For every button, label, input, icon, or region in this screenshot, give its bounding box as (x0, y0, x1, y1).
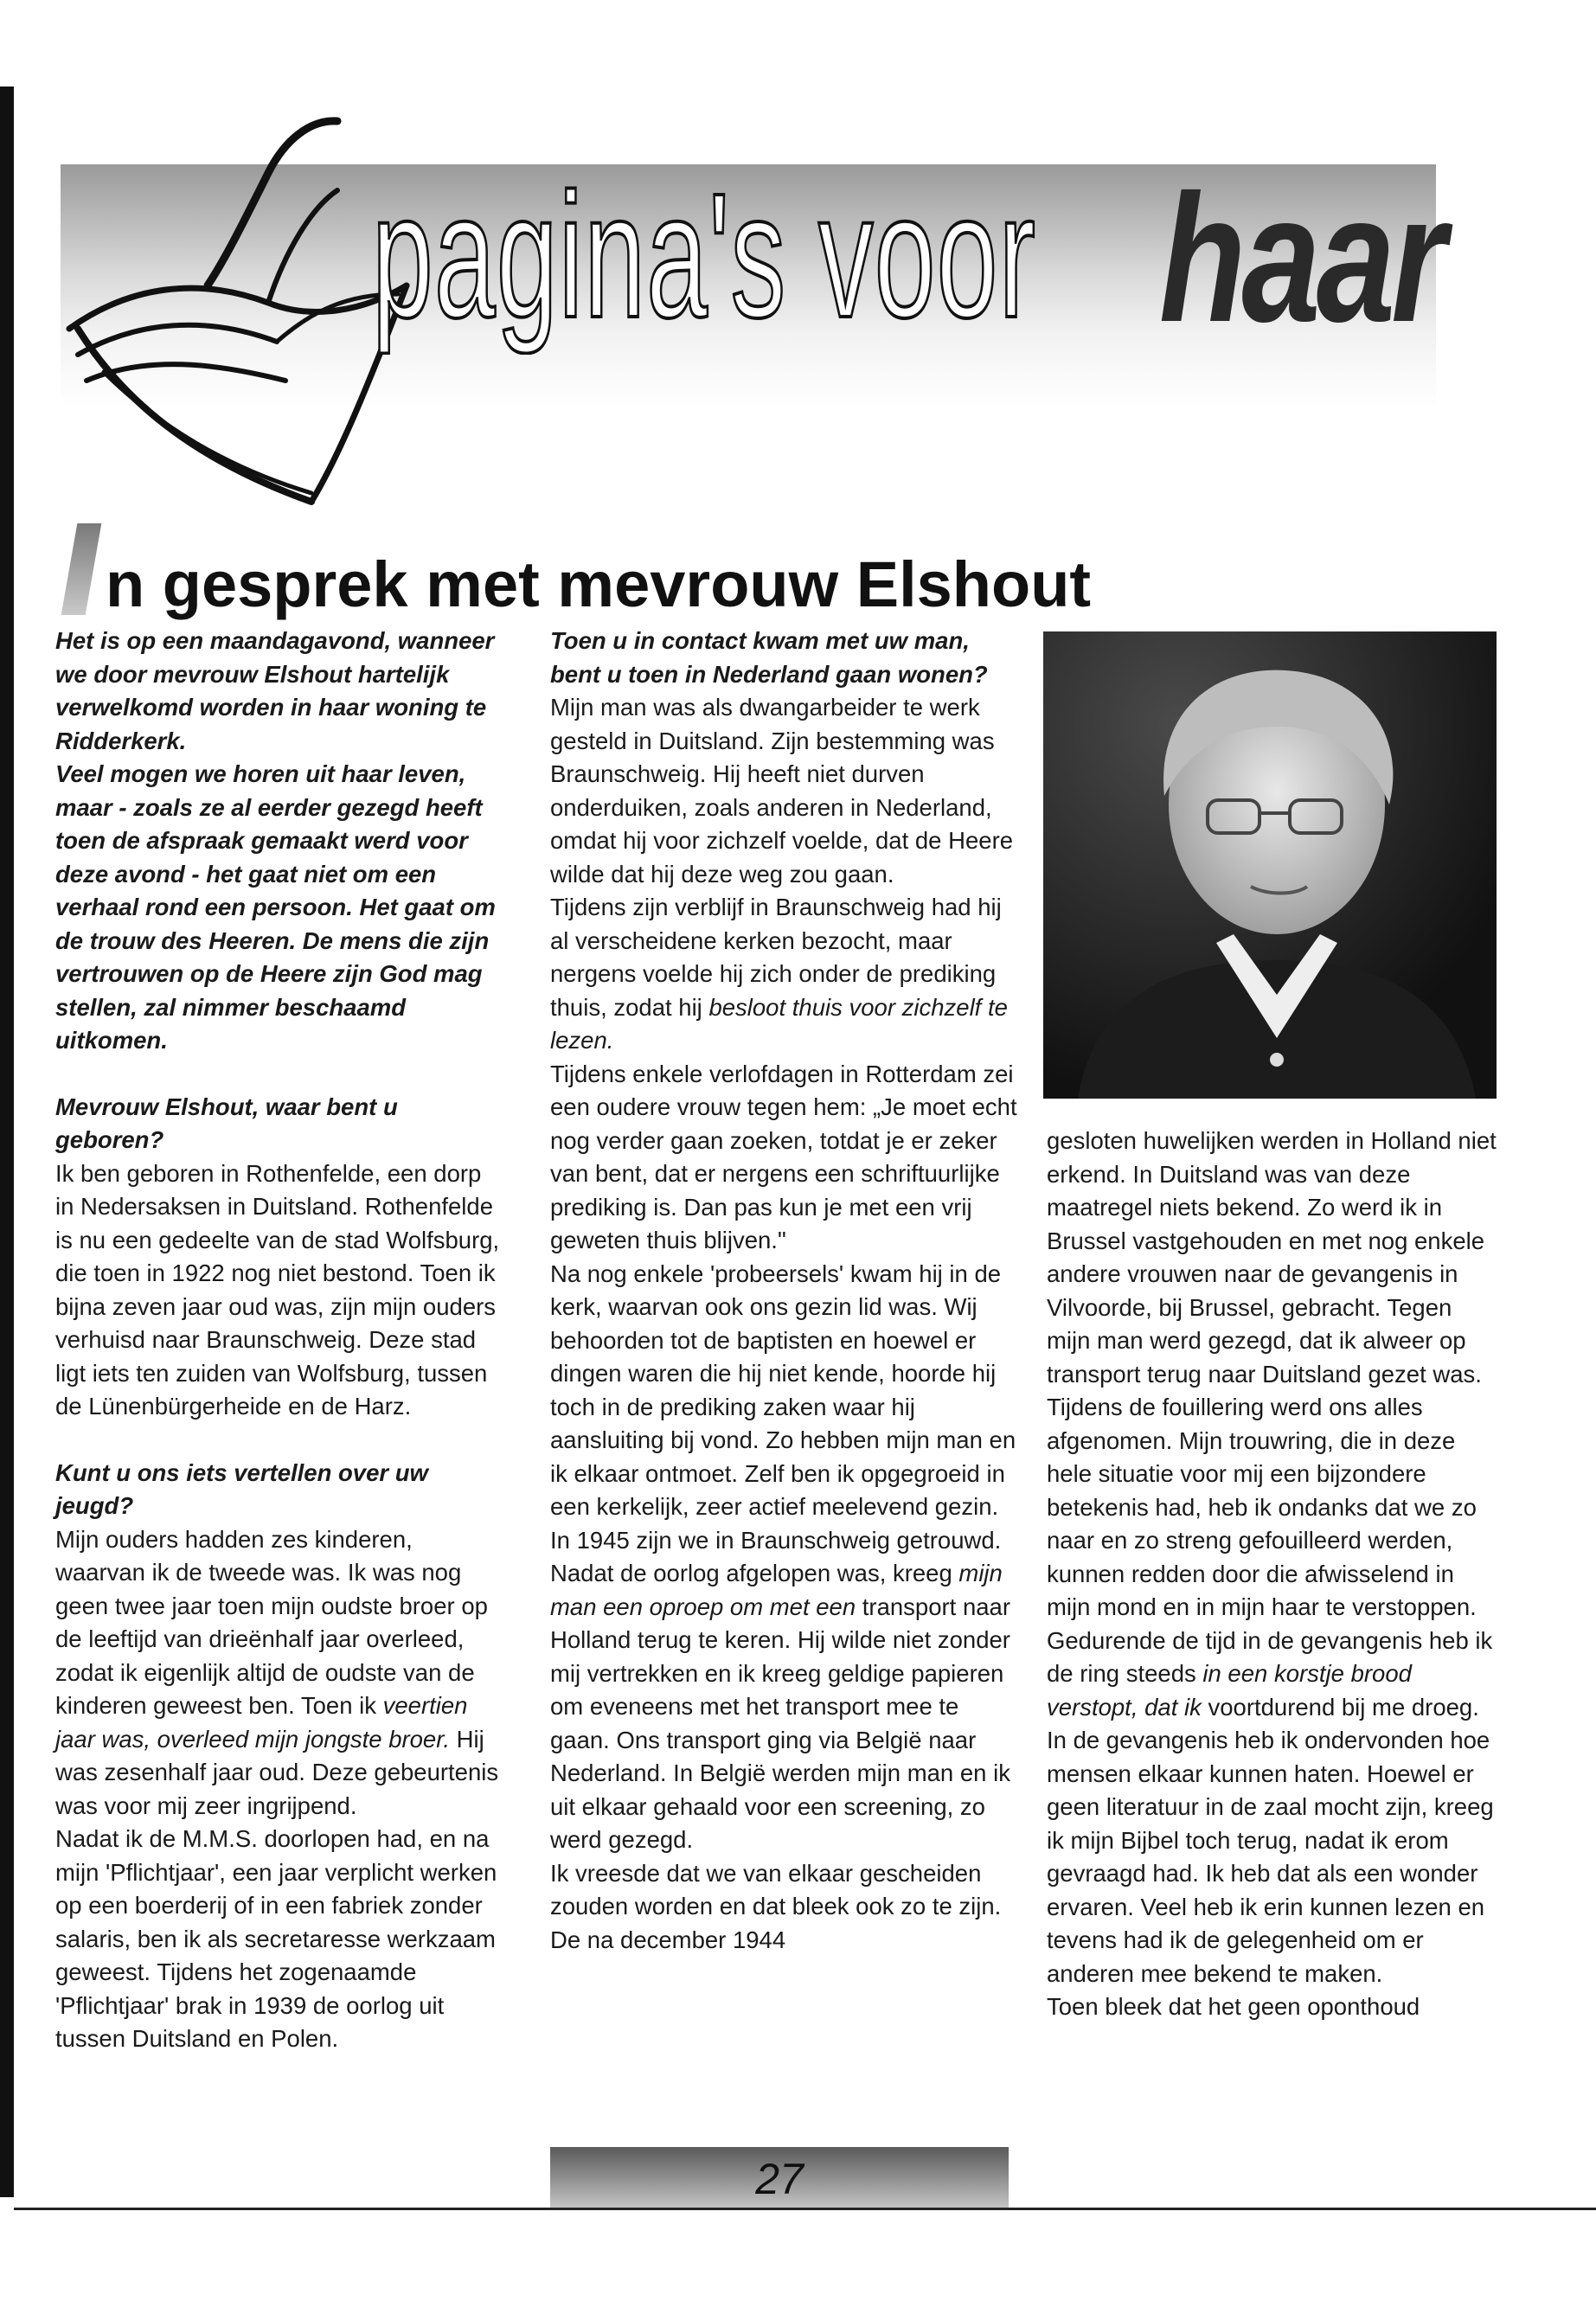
answer-youth-2: Nadat ik de M.M.S. doorlopen had, en na mijn 'Pflichtjaar', een jaar verplicht werken op een boerderij of in een fabriek zonder salaris, ben ik als secretaresse werkzaam geweest. Tijdens het zogenaamde 'Pflichtjaar' brak in 1939 de oorlog uit tussen Duitsland en Polen. (55, 1825, 497, 2052)
answer-birthplace: Ik ben geboren in Rothenfelde, een dorp in Nedersaksen in Duitsland. Rothenfelde is nu een gedeelte van de stad Wolfsburg, die toen in 1922 nog niet bestond. Toen ik bijna zeven jaar oud was, zijn mijn ouders verhuisd naar Braunschweig. Deze stad ligt iets ten zuiden van Wolfsburg, tussen de Lünenbürgerheide en de Harz. (55, 1159, 500, 1420)
section-title (372, 154, 1444, 396)
section-title-bold: haar (1159, 157, 1443, 360)
answer-husband-4: Na nog enkele 'probeersels' kwam hij in de kerk, waarvan ook ons gezin lid was. Wij behoorden tot de baptisten en hoewel er dingen waren die hij niet kende, hoorde hij toch in de prediking zaken waar hij aansluiting bij vond. Zo hebben mijn man en ik elkaar ontmoet. Zelf ben ik opgegroeid in een kerkelijk, zeer actief meelevend gezin. In 1945 zijn we in Braunschweig getrouwd. (550, 1259, 1016, 1554)
answer-prison-3: In de gevangenis heb ik ondervonden hoe mensen elkaar kunnen haten. Hoewel er geen literatuur in de zaal mocht zijn, kreeg ik mijn Bijbel toch terug, nadat ik erom gevraagd had. Ik heb dat als een wonder ervaren. Veel heb ik erin kunnen lezen en tevens had ik de gelegenheid om er anderen mee bekend te maken. (1047, 1727, 1494, 1987)
portrait-photo (1043, 631, 1497, 1099)
page-number-box (550, 2147, 1009, 2209)
footer-rule (14, 2208, 1596, 2210)
portrait-illustration (1043, 631, 1497, 1099)
left-margin-rule (0, 87, 14, 2197)
page-number: 27 (755, 2155, 804, 2203)
answer-husband-1: Mijn man was als dwangarbeider te werk gesteld in Duitsland. Zijn bestemming was Braunschweig. Hij heeft niet durven onderduiken, zoals anderen in Nederland, omdat hij voor zichzelf voelde, dat de Heere wilde dat hij deze weg zou gaan. (550, 694, 1014, 888)
question-birthplace: Mevrouw Elshout, waar bent u geboren? (55, 1093, 398, 1153)
answer-husband-3: Tijdens enkele verlofdagen in Rotterdam zei een oudere vrouw tegen hem: „Je moet echt nog verder gaan zoeken, totdat je er zeker van bent, dat er nergens een schriftuurlijke prediking is. Dan pas kun je met een vrij geweten thuis blijven." (550, 1060, 1017, 1253)
answer-husband-6: Ik vreesde dat we van elkaar gescheiden zouden worden en dat bleek ook zo te zijn. De na december 1944 (550, 1859, 1002, 1953)
section-title-light: pagina's voor (372, 157, 1037, 355)
intro-paragraph-1: Het is op een maandagavond, wanneer we door mevrouw Elshout hartelijk verwelkomd worden in haar woning te Ridderkerk. (55, 627, 495, 754)
column-1 (55, 625, 505, 2056)
answer-prison-1: gesloten huwelijken werden in Holland niet erkend. In Duitsland was van deze maatregel niets bekend. Zo werd ik in Brussel vastgehouden en met nog enkele andere vrouwen naar de gevangenis in Vilvoorde, bij Brussel, gebracht. Tegen mijn man werd gezegd, dat ik alweer op transport terug naar Duitsland gezet was. (1047, 1127, 1497, 1388)
column-2 (550, 625, 1017, 1957)
headline-text: n gesprek met mevrouw Elshout (106, 548, 1092, 620)
question-netherlands: Toen u in contact kwam met uw man, bent u toen in Nederland gaan wonen? (550, 627, 988, 688)
answer-husband-2: Tijdens zijn verblijf in Braunschweig had hij al verscheidene kerken bezocht, maar nergens voelde hij zich onder de prediking thuis, zodat hij besloot thuis voor zichzelf te lezen. (550, 894, 1008, 1054)
answer-prison-2: Tijdens de fouillering werd ons alles afgenomen. Mijn trouwring, die in deze hele situatie voor mij een bijzondere betekenis had, heb ik ondanks dat we zo naar en zo streng gefouilleerd werden, kunnen redden door die afwisselend in mijn mond en in mijn haar te verstoppen. Gedurende de tijd in de gevangenis heb ik de ring steeds in een korstje brood verstopt, dat ik voortdurend bij me droeg. (1047, 1394, 1493, 1721)
question-youth: Kunt u ons iets vertellen over uw jeugd? (55, 1458, 428, 1519)
column-3 (1047, 1125, 1497, 2024)
intro-paragraph-2: Veel mogen we horen uit haar leven, maar - zoals ze al eerder gezegd heeft toen de afspraak gemaakt werd voor deze avond - het gaat niet om een verhaal rond een persoon. Het gaat om de trouw des Heeren. De mens die zijn vertrouwen op de Heere zijn God mag stellen, zal nimmer beschaamd uitkomen. (55, 760, 496, 1054)
answer-youth: Mijn ouders hadden zes kinderen, waarvan ik de tweede was. Ik was nog geen twee jaar toen mijn oudste broer op de leeftijd van drieënhalf jaar overleed, zodat ik eigenlijk altijd de oudste van de kinderen geweest ben. Toen ik veertien jaar was, overleed mijn jongste broer. Hij was zesenhalf jaar oud. Deze gebeurtenis was voor mij zeer ingrijpend. (55, 1525, 499, 1819)
drop-initial (61, 523, 102, 615)
answer-husband-5: Nadat de oorlog afgelopen was, kreeg mijn man een oproep om met een transport naar Holland terug te keren. Hij wilde niet zonder mij vertrekken en ik kreeg geldige papieren om eveneens met het transport mee te gaan. Ons transport ging via België naar Nederland. In België werden mijn man en ik uit elkaar gehaald voor een screening, zo werd gezegd. (550, 1560, 1010, 1853)
answer-prison-4: Toen bleek dat het geen oponthoud (1047, 1993, 1420, 2020)
article-headline (69, 523, 1091, 621)
open-book-icon (52, 112, 415, 519)
